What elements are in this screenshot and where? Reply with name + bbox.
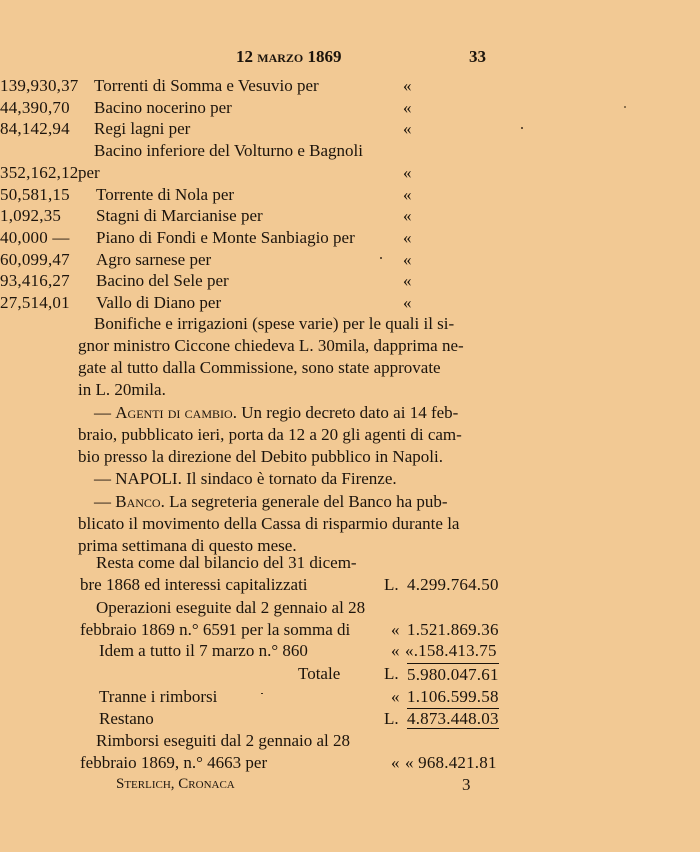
ledger-value: 1.521.869.36 (407, 620, 499, 639)
text-line: — Banco. La segreteria generale del Banco ha pub- (94, 492, 448, 511)
running-header (236, 46, 342, 67)
ledger-text: Idem a tutto il 7 marzo n.° 860 (99, 641, 308, 660)
agenti-text: . Un regio decreto dato ai 14 feb- (232, 403, 459, 422)
list-item-label: Agro sarnese per (96, 250, 212, 269)
list-item-mark: « (403, 206, 412, 225)
list-item-label: per (78, 163, 100, 182)
list-item-label: Bacino del Sele per (96, 271, 229, 290)
ledger-text: bre 1868 ed interessi capitalizzati (80, 575, 308, 594)
list-item-label: Torrenti di Somma e Vesuvio per (94, 76, 319, 95)
list-item-label: Torrente di Nola per (96, 185, 235, 204)
ledger-total-label: Totale (298, 664, 341, 683)
list-item-mark: « (403, 163, 412, 182)
ledger-mark: L. (384, 709, 399, 728)
footer-author: Sterlich, Cronaca (116, 776, 235, 792)
list-item-value: 352,162,12 (0, 163, 79, 182)
text-line: Bonifiche e irrigazioni (spese varie) per le quali il si- (94, 314, 455, 333)
ledger-mark: L. (384, 664, 399, 683)
list-item-value: 84,142,94 (0, 119, 70, 138)
list-item-label: Regi lagni per (94, 119, 191, 138)
list-item-mark: « (403, 76, 412, 95)
ledger-mark: L. (384, 575, 399, 594)
ledger-text: Tranne i rimborsi (99, 687, 218, 706)
list-item-mark: « (403, 98, 412, 117)
list-item-value: 60,099,47 (0, 250, 70, 269)
ledger-text: Resta come dal bilancio del 31 dicem- (96, 553, 357, 572)
list-item-mark: « (403, 185, 412, 204)
ledger-text: Rimborsi eseguiti dal 2 gennaio al 28 (96, 731, 351, 750)
ledger-value: 4.299.764.50 (407, 575, 499, 594)
print-speck (624, 106, 626, 108)
list-item-label: Piano di Fondi e Monte Sanbiagio per (96, 228, 355, 247)
list-item-value: 27,514,01 (0, 293, 70, 312)
list-item-value: 40,000 — (0, 228, 70, 247)
list-item-mark: « (403, 250, 412, 269)
header-month: marzo (257, 47, 304, 66)
header-day: 12 (236, 47, 253, 66)
list-item-value: 50,581,15 (0, 185, 70, 204)
text-line: prima settimana di questo mese. (78, 536, 297, 555)
text-line: — Agenti di cambio. Un regio decreto dato ai 14 feb- (94, 403, 459, 422)
list-item-mark: « (403, 293, 412, 312)
header-year: 1869 (307, 47, 342, 66)
ledger-mark: « (391, 641, 400, 660)
list-item-label: Bacino nocerino per (94, 98, 232, 117)
ledger-text: Restano (99, 709, 154, 728)
print-speck (380, 257, 382, 259)
list-item-value: 139,930,37 (0, 76, 79, 95)
ledger-mark: « (391, 753, 400, 772)
ledger-value: « 968.421.81 (405, 753, 497, 772)
list-item-value: 1,092,35 (0, 206, 62, 225)
ledger-text: Operazioni eseguite dal 2 gennaio al 28 (96, 598, 366, 617)
text-line: bio presso la direzione del Debito pubblico in Napoli. (78, 447, 443, 466)
agenti-heading: Agenti di cambio (115, 403, 233, 422)
ledger-mark: « (391, 687, 400, 706)
ledger-mark: « (391, 620, 400, 639)
text-line: gnor ministro Ciccone chiedeva L. 30mila, dapprima ne- (78, 336, 464, 355)
ledger-value: «.158.413.75 (405, 641, 497, 660)
page-number: 33 (469, 47, 486, 66)
print-speck (261, 693, 263, 694)
ledger-text: febbraio 1869, n.° 4663 per (80, 753, 268, 772)
list-item-label: Bacino inferiore del Volturno e Bagnoli (94, 141, 363, 160)
ledger-value: 4.873.448.03 (407, 709, 499, 728)
text-line: gate al tutto dalla Commissione, sono state approvate (78, 358, 441, 377)
banco-heading: Banco (115, 492, 161, 511)
list-item-mark: « (403, 228, 412, 247)
text-line: in L. 20mila. (78, 380, 166, 399)
list-item-mark: « (403, 119, 412, 138)
print-speck (521, 127, 523, 129)
signature-mark: 3 (462, 775, 471, 794)
list-item-value: 44,390,70 (0, 98, 70, 117)
list-item-label: Vallo di Diano per (96, 293, 222, 312)
list-item-mark: « (403, 271, 412, 290)
text-line: blicato il movimento della Cassa di risparmio durante la (78, 514, 460, 533)
list-item-value: 93,416,27 (0, 271, 70, 290)
paragraph-napoli: — NAPOLI. Il sindaco è tornato da Firenze. (94, 469, 397, 488)
ledger-value: 5.980.047.61 (407, 665, 499, 684)
banco-text: . La segreteria generale del Banco ha pub- (160, 492, 448, 511)
text-line: braio, pubblicato ieri, porta da 12 a 20 gli agenti di cam- (78, 425, 462, 444)
ledger-text: febbraio 1869 n.° 6591 per la somma di (80, 620, 351, 639)
ledger-value: 1.106.599.58 (407, 687, 499, 706)
list-item-label: Stagni di Marcianise per (96, 206, 263, 225)
